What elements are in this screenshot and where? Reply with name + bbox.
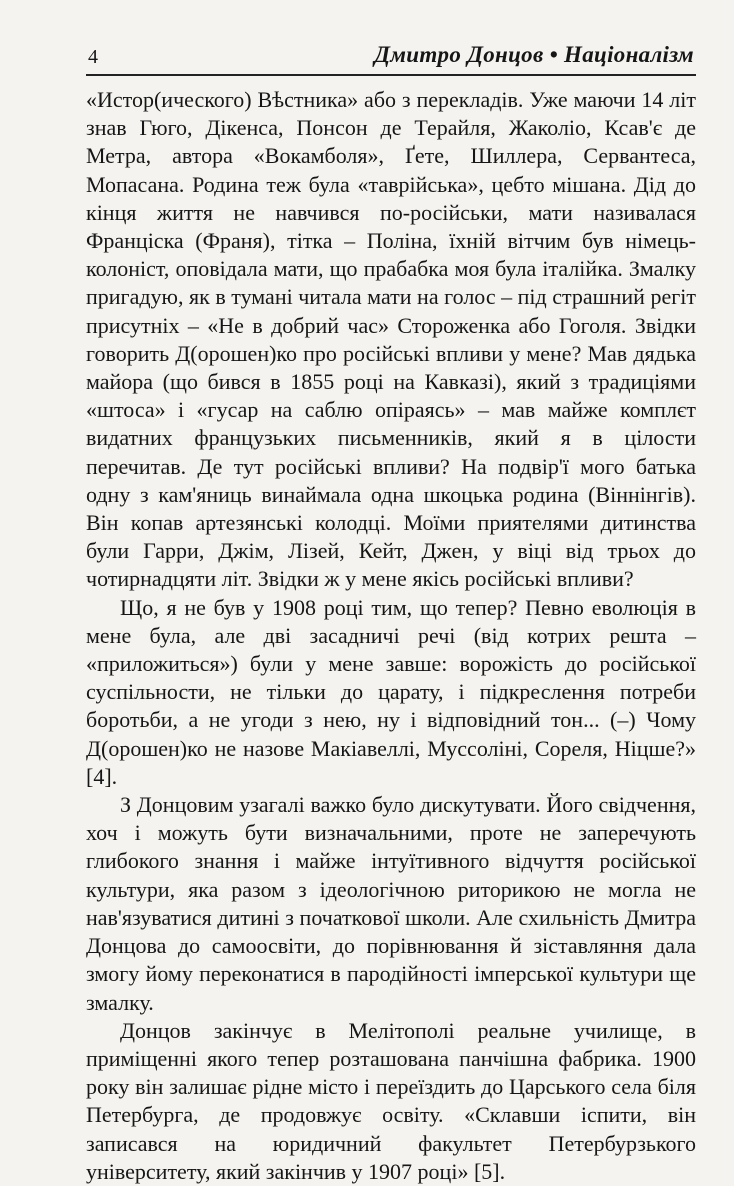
header-rule	[86, 74, 696, 76]
paragraph: З Донцовим узагалі важко було дискутувати. Його свідчення, хоч і можуть бути визначальними, проте не заперечують глибокого знання і майже інтуїтивного відчуття російської культури, яка разом з ідеологічною риторикою не могла не нав'язуватися дитині з початкової школи. Але схильність Дмитра Донцова до самоосвіти, до порівнювання й зіставляння дала змогу йому переконатися в пародійності імперської культури ще змалку.	[86, 792, 696, 1015]
paragraph: «Истор(ического) Вѣстника» або з перекладів. Уже маючи 14 літ знав Гюго, Дікенса, Понсон де Терайля, Жаколіо, Ксав'є де Метра, автора «Вокамболя», Ґете, Шиллера, Сервантеса, Мопасана. Родина теж була «таврійська», цебто мішана. Дід до кінця життя не навчився по-російськи, мати називалася Франціска (Франя), тітка – Поліна, їхній вітчим був німець-колоніст, оповідала мати, що прабабка моя була італійка. Змалку пригадую, як в тумані читала мати на голос – під страшний регіт присутніх – «Не в добрий час» Стороженка або Гоголя. Звідки говорить Д(орошен)ко про російські впливи у мене? Мав дядька майора (що бився в 1855 році на Кавказі), який з традиціями «штоса» і «гусар на саблю опіраясь» – мав майже комплєт видатних французьких письменників, який я в цілости перечитав. Де тут російські впливи? На подвір'ї мого батька одну з кам'яниць винаймала одна шкоцька родина (Віннінгів). Він копав артезянські колодці. Моїми приятелями дитинства були Гарри, Джім, Лізей, Кейт, Джен, у віці від трьох до чотирнадцяти літ. Звідки ж у мене якісь російські впливи?	[86, 87, 696, 592]
paragraph: Що, я не був у 1908 році тим, що тепер? Певно еволюція в мене була, але дві засадничі речі (від котрих решта – «приложиться») були у мене завше: ворожість до російської суспільности, не тільки до царату, і підкреслення потреби боротьби, а не угоди з нею, ну і відповідний тон... (–) Чому Д(орошен)ко не назове Макіавеллі, Муссоліні, Сореля, Ніцше?» [4].	[86, 594, 696, 789]
body-text	[86, 86, 696, 1186]
page-number: 4	[88, 46, 98, 68]
paragraph: Донцов закінчує в Мелітополі реальне училище, в приміщенні якого тепер розташована панчішна фабрика. 1900 року він залишає рідне місто і переїздить до Царського села біля Петербурга, де продовжує освіту. «Склавши іспити, він записався на юридичний факультет Петербурзького університету, який закінчив у 1907 році» [5].	[86, 1017, 696, 1184]
running-title: Дмитро Донцов • Націоналізм	[374, 42, 694, 67]
